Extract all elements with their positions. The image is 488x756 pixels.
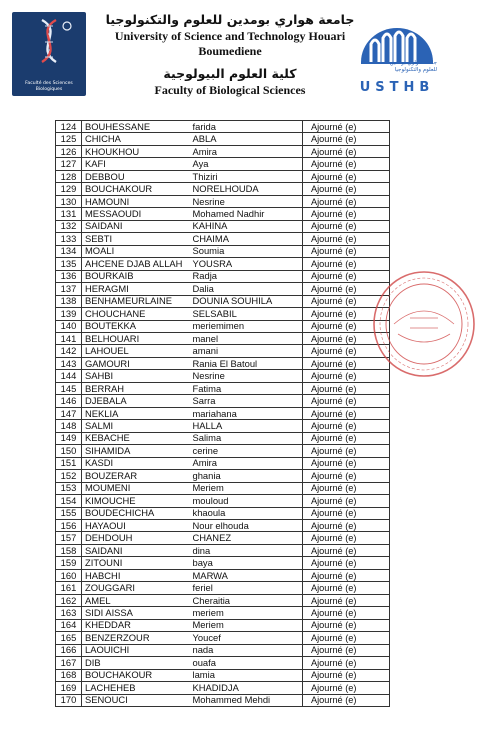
table-row [56,694,390,706]
row-first-name: HALLA [190,420,303,432]
row-first-name: Cheraitia [190,594,303,606]
table-row [56,258,390,270]
row-first-name: Sarra [190,395,303,407]
row-number: 132 [56,220,82,232]
row-first-name: Aya [190,158,303,170]
table-row [56,270,390,282]
row-number: 127 [56,158,82,170]
row-number: 146 [56,395,82,407]
row-number: 167 [56,657,82,669]
row-first-name: YOUSRA [190,258,303,270]
faculty-name: Faculty of Biological Sciences [154,83,306,97]
row-status: Ajourné (e) [303,158,390,170]
results-table [55,120,390,707]
row-status: Ajourné (e) [303,544,390,556]
row-last-name: KHEDDAR [82,619,190,631]
row-first-name: mariahana [190,407,303,419]
row-first-name: khaoula [190,507,303,519]
row-first-name: lamia [190,669,303,681]
table-row [56,457,390,469]
row-last-name: SAHBI [82,370,190,382]
row-first-name: farida [190,121,303,133]
row-number: 138 [56,295,82,307]
row-status: Ajourné (e) [303,270,390,282]
row-last-name: DJEBALA [82,395,190,407]
row-last-name: BELHOUARI [82,332,190,344]
row-status: Ajourné (e) [303,370,390,382]
row-last-name: BERRAH [82,382,190,394]
row-last-name: DIB [82,657,190,669]
row-first-name: meriemimen [190,320,303,332]
faculty-logo-text: Faculté des Sciences Biologiques [25,81,73,92]
row-last-name: BOUCHAKOUR [82,183,190,195]
row-first-name: Fatima [190,382,303,394]
row-status: Ajourné (e) [303,332,390,344]
row-number: 126 [56,145,82,157]
table-row [56,407,390,419]
row-number: 151 [56,457,82,469]
row-last-name: KEBACHE [82,432,190,444]
row-number: 144 [56,370,82,382]
table-row [56,308,390,320]
row-status: Ajourné (e) [303,520,390,532]
table-row [56,208,390,220]
table-row [56,507,390,519]
row-first-name: amani [190,345,303,357]
row-status: Ajourné (e) [303,258,390,270]
row-number: 159 [56,557,82,569]
row-first-name: Dalia [190,283,303,295]
row-number: 125 [56,133,82,145]
row-number: 168 [56,669,82,681]
table-row [56,644,390,656]
row-first-name: Thiziri [190,170,303,182]
row-number: 131 [56,208,82,220]
table-row [56,345,390,357]
row-first-name: Nour elhouda [190,520,303,532]
row-last-name: KHOUKHOU [82,145,190,157]
row-status: Ajourné (e) [303,295,390,307]
row-status: Ajourné (e) [303,395,390,407]
row-status: Ajourné (e) [303,121,390,133]
table-row [56,382,390,394]
row-number: 143 [56,357,82,369]
row-number: 128 [56,170,82,182]
row-number: 161 [56,582,82,594]
table-row [56,520,390,532]
table-row [56,121,390,133]
arabic-faculty-name: كلية العلوم البيولوجية [163,66,297,81]
row-status: Ajourné (e) [303,345,390,357]
row-last-name: SALMI [82,420,190,432]
row-status: Ajourné (e) [303,594,390,606]
table-row [56,632,390,644]
official-round-stamp-icon [370,268,478,380]
row-first-name: Meriem [190,619,303,631]
table-row [56,233,390,245]
row-status: Ajourné (e) [303,407,390,419]
row-first-name: Soumia [190,245,303,257]
row-last-name: BOUCHAKOUR [82,669,190,681]
row-last-name: LAOUICHI [82,644,190,656]
row-last-name: SENOUCI [82,694,190,706]
table-row [56,245,390,257]
row-status: Ajourné (e) [303,470,390,482]
table-row [56,357,390,369]
row-last-name: KIMOUCHE [82,495,190,507]
usthb-acronym: USTHB [359,80,435,95]
row-last-name: SEBTI [82,233,190,245]
row-number: 129 [56,183,82,195]
row-last-name: CHOUCHANE [82,308,190,320]
table-row [56,332,390,344]
row-status: Ajourné (e) [303,220,390,232]
table-row [56,432,390,444]
row-last-name: SAIDANI [82,220,190,232]
row-first-name: KHADIDJA [190,682,303,694]
row-status: Ajourné (e) [303,669,390,681]
table-row [56,557,390,569]
row-last-name: ZOUGGARI [82,582,190,594]
row-last-name: GAMOURI [82,357,190,369]
table-row [56,370,390,382]
row-last-name: BENZERZOUR [82,632,190,644]
row-status: Ajourné (e) [303,569,390,581]
row-last-name: BOUTEKKA [82,320,190,332]
row-number: 141 [56,332,82,344]
row-number: 145 [56,382,82,394]
row-number: 154 [56,495,82,507]
row-status: Ajourné (e) [303,308,390,320]
row-last-name: KAFI [82,158,190,170]
row-last-name: DEBBOU [82,170,190,182]
row-status: Ajourné (e) [303,432,390,444]
row-number: 160 [56,569,82,581]
table-row [56,420,390,432]
row-first-name: Amira [190,145,303,157]
row-status: Ajourné (e) [303,657,390,669]
table-row [56,133,390,145]
table-row [56,145,390,157]
table-row [56,170,390,182]
row-status: Ajourné (e) [303,682,390,694]
row-status: Ajourné (e) [303,445,390,457]
row-first-name: Mohammed Mehdi [190,694,303,706]
table-row [56,470,390,482]
row-first-name: Nesrine [190,370,303,382]
table-row [56,607,390,619]
usthb-logo [357,22,437,100]
row-first-name: Mohamed Nadhir [190,208,303,220]
row-number: 133 [56,233,82,245]
row-last-name: BENHAMEURLAINE [82,295,190,307]
row-number: 130 [56,195,82,207]
row-number: 153 [56,482,82,494]
row-number: 162 [56,594,82,606]
row-first-name: Meriem [190,482,303,494]
table-row [56,682,390,694]
row-number: 156 [56,520,82,532]
row-first-name: Youcef [190,632,303,644]
row-number: 140 [56,320,82,332]
row-status: Ajourné (e) [303,208,390,220]
row-number: 135 [56,258,82,270]
row-last-name: SIDI AISSA [82,607,190,619]
row-number: 165 [56,632,82,644]
table-row [56,657,390,669]
table-row [56,669,390,681]
row-last-name: HAMOUNI [82,195,190,207]
row-first-name: baya [190,557,303,569]
row-last-name: LACHEHEB [82,682,190,694]
row-last-name: CHICHA [82,133,190,145]
row-first-name: SELSABIL [190,308,303,320]
university-name-line2: Boumediene [198,44,262,58]
row-first-name: Nesrine [190,195,303,207]
table-row [56,183,390,195]
row-status: Ajourné (e) [303,644,390,656]
row-number: 139 [56,308,82,320]
usthb-arabic-text: جامعة هواري بومدين للعلوم والتكنولوجيا [389,60,437,73]
row-first-name: Radja [190,270,303,282]
table-row [56,220,390,232]
table-row [56,569,390,581]
table-row [56,283,390,295]
row-status: Ajourné (e) [303,495,390,507]
table-row [56,594,390,606]
row-status: Ajourné (e) [303,145,390,157]
table-row [56,482,390,494]
row-first-name: CHANEZ [190,532,303,544]
row-first-name: dina [190,544,303,556]
table-row [56,445,390,457]
row-last-name: BOUHESSANE [82,121,190,133]
results-table-body [56,121,390,707]
row-status: Ajourné (e) [303,133,390,145]
row-number: 147 [56,407,82,419]
table-row [56,158,390,170]
table-row [56,532,390,544]
row-number: 164 [56,619,82,631]
row-first-name: Rania El Batoul [190,357,303,369]
row-first-name: mouloud [190,495,303,507]
table-row [56,619,390,631]
university-name-line1: University of Science and Technology Houari [114,29,346,43]
row-number: 134 [56,245,82,257]
row-number: 169 [56,682,82,694]
row-last-name: MESSAOUDI [82,208,190,220]
row-number: 157 [56,532,82,544]
row-status: Ajourné (e) [303,382,390,394]
row-number: 163 [56,607,82,619]
row-first-name: KAHINA [190,220,303,232]
row-status: Ajourné (e) [303,457,390,469]
row-first-name: cerine [190,445,303,457]
row-first-name: nada [190,644,303,656]
row-number: 155 [56,507,82,519]
row-first-name: feriel [190,582,303,594]
row-last-name: NEKLIA [82,407,190,419]
row-first-name: meriem [190,607,303,619]
row-last-name: BOUDECHICHA [82,507,190,519]
row-first-name: NORELHOUDA [190,183,303,195]
row-last-name: SIHAMIDA [82,445,190,457]
row-status: Ajourné (e) [303,420,390,432]
row-status: Ajourné (e) [303,607,390,619]
row-status: Ajourné (e) [303,245,390,257]
row-number: 136 [56,270,82,282]
row-status: Ajourné (e) [303,694,390,706]
faculty-logo [12,12,86,96]
row-status: Ajourné (e) [303,195,390,207]
table-row [56,195,390,207]
row-status: Ajourné (e) [303,619,390,631]
row-last-name: HABCHI [82,569,190,581]
row-first-name: ouafa [190,657,303,669]
row-last-name: BOUZERAR [82,470,190,482]
row-first-name: Salima [190,432,303,444]
row-number: 148 [56,420,82,432]
row-number: 166 [56,644,82,656]
row-last-name: HERAGMI [82,283,190,295]
row-last-name: HAYAOUI [82,520,190,532]
row-status: Ajourné (e) [303,357,390,369]
row-status: Ajourné (e) [303,320,390,332]
row-number: 170 [56,694,82,706]
row-status: Ajourné (e) [303,582,390,594]
row-status: Ajourné (e) [303,283,390,295]
row-last-name: ZITOUNI [82,557,190,569]
row-last-name: AMEL [82,594,190,606]
row-number: 142 [56,345,82,357]
row-first-name: MARWA [190,569,303,581]
row-number: 137 [56,283,82,295]
row-last-name: AHCENE DJAB ALLAH [82,258,190,270]
row-status: Ajourné (e) [303,632,390,644]
row-number: 149 [56,432,82,444]
row-last-name: KASDI [82,457,190,469]
row-status: Ajourné (e) [303,233,390,245]
row-status: Ajourné (e) [303,532,390,544]
row-first-name: ABLA [190,133,303,145]
row-status: Ajourné (e) [303,170,390,182]
row-first-name: CHAIMA [190,233,303,245]
table-row [56,495,390,507]
row-last-name: SAIDANI [82,544,190,556]
row-first-name: manel [190,332,303,344]
table-row [56,582,390,594]
row-last-name: LAHOUEL [82,345,190,357]
table-row [56,295,390,307]
row-number: 158 [56,544,82,556]
table-row [56,395,390,407]
arabic-university-name: جامعة هواري بومدين للعلوم والتكنولوجيا [105,12,355,27]
table-row [56,544,390,556]
row-number: 152 [56,470,82,482]
row-status: Ajourné (e) [303,557,390,569]
row-last-name: MOALI [82,245,190,257]
table-row [56,320,390,332]
row-status: Ajourné (e) [303,482,390,494]
row-first-name: DOUNIA SOUHILA [190,295,303,307]
row-number: 124 [56,121,82,133]
row-last-name: DEHDOUH [82,532,190,544]
row-last-name: MOUMENI [82,482,190,494]
row-status: Ajourné (e) [303,183,390,195]
row-first-name: Amira [190,457,303,469]
row-number: 150 [56,445,82,457]
row-last-name: BOURKAIB [82,270,190,282]
row-first-name: ghania [190,470,303,482]
row-status: Ajourné (e) [303,507,390,519]
